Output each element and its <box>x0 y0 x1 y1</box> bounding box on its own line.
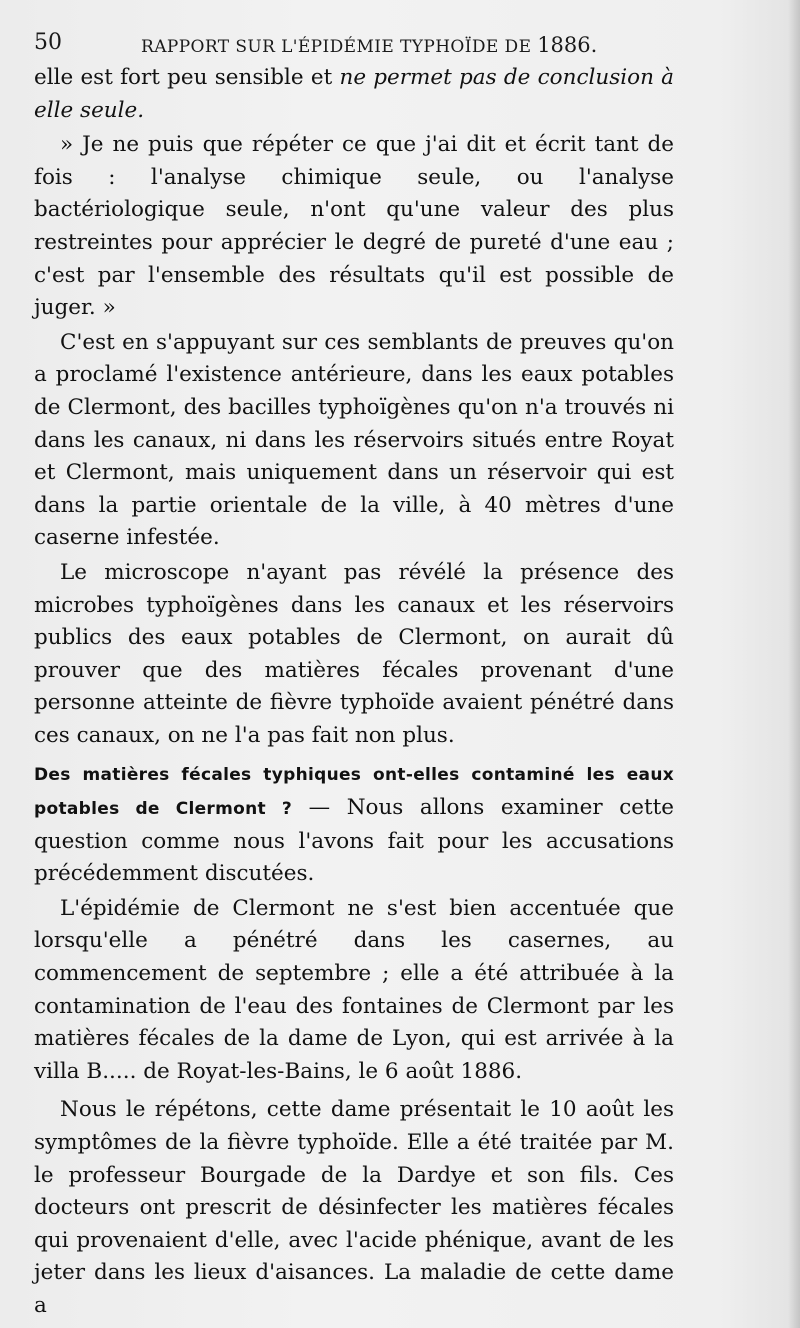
section-heading: Des matières fécales typhiques ont-elles contaminé les eaux potables de Clermont ? <box>34 765 674 820</box>
paragraph-5 <box>34 758 674 890</box>
paragraph-1 <box>34 62 674 127</box>
paragraph-1-text: elle est fort peu sensible et <box>34 65 340 90</box>
page-number: 50 <box>34 30 62 55</box>
running-title <box>141 33 597 57</box>
paragraph-5-text: — Nous allons examiner cette question comme nous l'avons fait pour les accusations précédemment discutées. <box>34 795 674 887</box>
paragraph-4: Le microscope n'ayant pas révélé la présence des microbes typhoïgènes dans les canaux et les réservoirs publics des eaux potables de Clermont, on aurait dû prouver que des matières fécales provenant d'une personne atteinte de fièvre typhoïde avaient pénétré dans ces canaux, on ne l'a pas fait non plus. <box>34 559 674 748</box>
running-title-year: 1886. <box>537 33 598 57</box>
paragraph-6: L'épidémie de Clermont ne s'est bien accentuée que lorsqu'elle a pénétré dans les casernes, au commencement de septembre ; elle a été attribuée à la contamination de l'eau des fontaines de Clermont par les matières fécales de la dame de Lyon, qui est arrivée à la villa B..... de Royat-les-Bains, le 6 août 1886. <box>34 895 674 1084</box>
paragraph-1-italic: ne permet pas de conclusion à elle seule. <box>34 65 674 123</box>
running-title-text: RAPPORT SUR L'ÉPIDÉMIE TYPHOÏDE DE <box>141 37 532 57</box>
paragraph-3: C'est en s'appuyant sur ces semblants de preuves qu'on a proclamé l'existence antérieure, dans les eaux potables de Clermont, des bacilles typhoïgènes qu'on n'a trouvés ni dans les canaux, ni dans les réservoirs situés entre Royat et Clermont, mais uniquement dans un réservoir qui est dans la partie orientale de la ville, à 40 mètres d'une caserne infestée. <box>34 329 674 551</box>
page-edge-shadow <box>788 0 800 1328</box>
paragraph-2: » Je ne puis que répéter ce que j'ai dit et écrit tant de fois : l'analyse chimique seule, ou l'analyse bactériologique seule, n'ont qu'une valeur des plus restreintes pour apprécier le degré de pureté d'une eau ; c'est par l'ensemble des résultats qu'il est possible de juger. » <box>34 132 674 321</box>
paragraph-7: Nous le répétons, cette dame présentait le 10 août les symptômes de la fièvre typhoïde. Elle a été traitée par M. le professeur Bourgade de la Dardye et son fils. Ces docteurs ont prescrit de désinfecter les matières fécales qui provenaient d'elle, avec l'acide phénique, avant de les jeter dans les lieux d'aisances. La maladie de cette dame a <box>34 1097 674 1318</box>
page-header <box>34 30 734 60</box>
body-text <box>34 62 674 1325</box>
